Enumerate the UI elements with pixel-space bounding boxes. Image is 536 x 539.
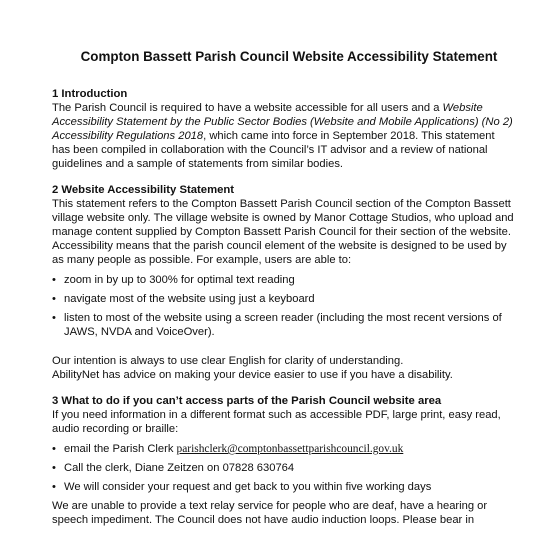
document (52, 48, 514, 539)
section-what-to-do (52, 394, 514, 527)
text-run: email the Parish Clerk (64, 443, 177, 455)
section-paragraph (52, 101, 514, 171)
text-run: , which came into force in September 2018. This statement has been compiled in collaboration with the Council’s IT advisor and a review of national guidelines and a sample of statements from similar bodies. (52, 130, 495, 170)
list-item (52, 442, 514, 456)
spacer (52, 344, 514, 354)
section-paragraph: If you need information in a different format such as accessible PDF, large print, easy read, audio recording or braille: (52, 409, 501, 435)
list-item: • listen to most of the website using a screen reader (including the most recent versions of JAWS, NVDA and VoiceOver). (52, 311, 514, 339)
section-paragraph: This statement refers to the Compton Bassett Parish Council section of the Compton Bassett village website only. The village website is owned by Manor Cottage Studios, who upload and manage content supplied by Compton Bassett Parish Council for their section of the website. Accessibility means that the parish council element of the website is designed to be used by as many people as possible. For example, users are able to: (52, 198, 514, 266)
bullet-list (52, 442, 514, 494)
section-website-accessibility-statement (52, 183, 514, 382)
list-item: • We will consider your request and get back to you within five working days (52, 480, 514, 494)
text-run: The Parish Council is required to have a website accessible for all users and a (52, 102, 443, 114)
section-paragraph: AbilityNet has advice on making your device easier to use if you have a disability. (52, 369, 453, 381)
section-paragraph: We are unable to provide a text relay service for people who are deaf, have a hearing or speech impediment. The Council does not have audio induction loops. Please bear in (52, 500, 488, 526)
regulation-title: Website Accessibility Statement by the Public Sector Bodies (Website and Mobile Applications) (No 2) Accessibility Regulations 2018 (52, 102, 513, 142)
list-item: • Call the clerk, Diane Zeitzen on 07828 630764 (52, 461, 514, 475)
section-heading: 3 What to do if you can’t access parts of the Parish Council website area (52, 395, 442, 407)
section-paragraph: Our intention is always to use clear English for clarity of understanding. (52, 355, 404, 367)
section-heading: 1 Introduction (52, 88, 128, 100)
section-heading: 2 Website Accessibility Statement (52, 184, 235, 196)
section-introduction (52, 87, 514, 171)
list-item: • zoom in by up to 300% for optimal text reading (52, 273, 514, 287)
list-item: • navigate most of the website using just a keyboard (52, 292, 514, 306)
bullet-list (52, 273, 514, 339)
document-title: Compton Bassett Parish Council Website Accessibility Statement (80, 49, 498, 64)
email-link[interactable]: parishclerk@comptonbassettparishcouncil.gov.uk (176, 443, 404, 455)
